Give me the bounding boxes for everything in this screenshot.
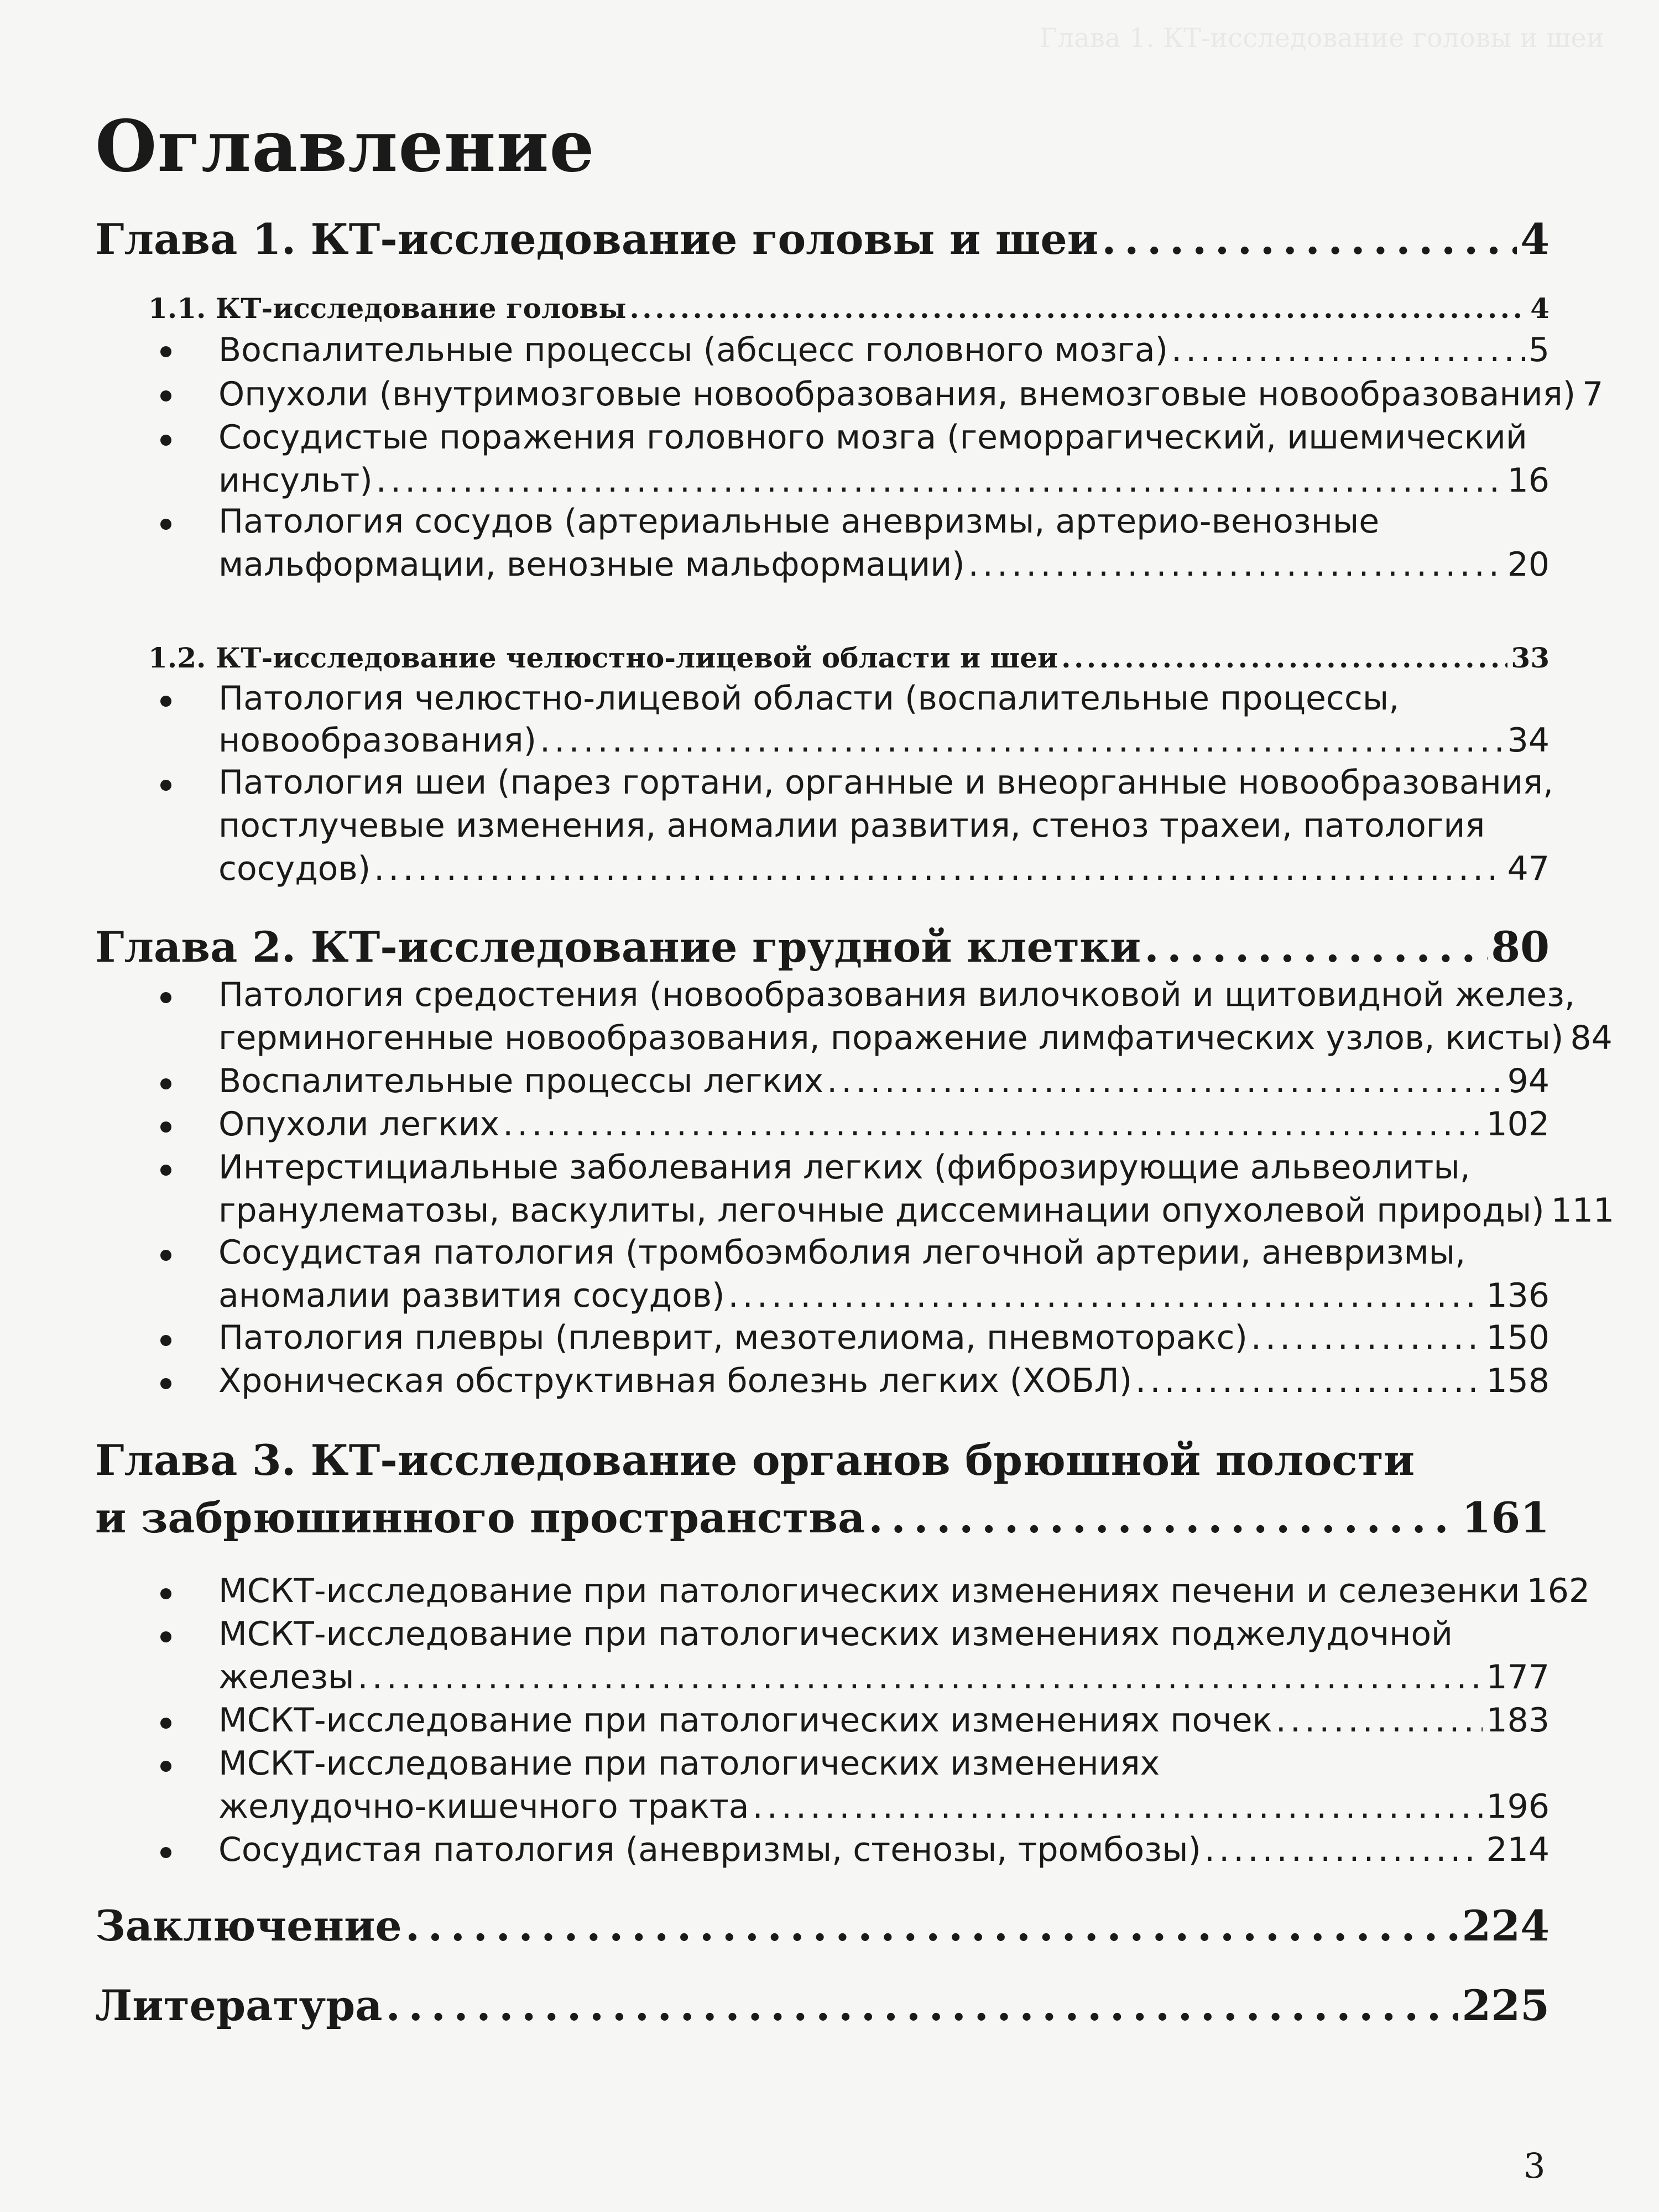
toc-entry-title: МСКТ-исследование при патологических изменениях печени и селезенки [218, 1572, 1520, 1610]
toc-item[interactable] [218, 1105, 1550, 1147]
toc-item[interactable] [218, 1276, 1550, 1318]
toc-page-number: 161 [1462, 1493, 1550, 1542]
leader-dots [868, 1493, 1458, 1542]
leader-dots [540, 721, 1504, 760]
toc-item-line: постлучевые изменения, аномалии развития, стеноз трахеи, патология [218, 806, 1485, 845]
bleed-through-header: Глава 1. КТ-исследование головы и шеи [1040, 23, 1604, 54]
toc-page-number: 5 [1528, 331, 1550, 369]
leader-dots [1061, 641, 1507, 674]
toc-section-1-2[interactable] [148, 641, 1550, 677]
bullet-icon [160, 1588, 171, 1599]
toc-entry-title: 1.2. КТ-исследование челюстно-лицевой области и шеи [148, 641, 1058, 674]
leader-dots [1204, 1830, 1483, 1869]
leader-dots [386, 1981, 1459, 2030]
leader-dots [405, 1901, 1459, 1950]
toc-page-number: 102 [1486, 1105, 1550, 1144]
bullet-icon [160, 696, 171, 707]
leader-dots [629, 292, 1527, 325]
toc-item-line: Патология сосудов (артериальные аневризмы, артерио-венозные [218, 502, 1380, 541]
leader-dots [1276, 1701, 1483, 1740]
bullet-icon [160, 1250, 171, 1261]
bullet-icon [160, 1847, 171, 1858]
leader-dots [358, 1658, 1483, 1697]
toc-section-1-1[interactable] [148, 292, 1550, 327]
toc-page-number: 4 [1520, 215, 1550, 264]
toc-page-number: 136 [1486, 1276, 1550, 1315]
toc-entry-title: Литература [95, 1981, 383, 2030]
toc-entry-title: Хроническая обструктивная болезнь легких (ХОБЛ) [218, 1361, 1133, 1400]
toc-entry-title: железы [218, 1658, 354, 1697]
toc-item-line: Интерстициальные заболевания легких (фиброзирующие альвеолиты, [218, 1148, 1470, 1187]
toc-item[interactable] [218, 1701, 1550, 1743]
toc-entry-title: Воспалительные процессы легких [218, 1062, 824, 1100]
toc-page-number: 80 [1491, 922, 1550, 972]
toc-item[interactable] [218, 461, 1550, 503]
toc-item[interactable] [218, 545, 1550, 587]
toc-item[interactable] [218, 1830, 1550, 1872]
toc-chapter-3[interactable] [95, 1493, 1550, 1543]
toc-item-line: Патология шеи (парез гортани, органные и внеорганные новообразования, [218, 763, 1554, 802]
toc-page-number: 20 [1507, 545, 1550, 584]
leader-dots [1171, 331, 1525, 369]
toc-literature[interactable] [95, 1981, 1550, 2031]
bullet-icon [160, 1335, 171, 1346]
toc-entry-title: мальформации, венозные мальформации) [218, 545, 965, 584]
toc-entry-title: Опухоли легких [218, 1105, 500, 1144]
toc-entry-title: Глава 1. КТ-исследование головы и шеи [95, 215, 1099, 264]
toc-item-line: Патология средостения (новообразования вилочковой и щитовидной желез, [218, 975, 1575, 1014]
toc-page-number: 196 [1486, 1787, 1550, 1826]
bullet-icon [160, 1078, 171, 1089]
toc-entry-title: и забрюшинного пространства [95, 1493, 865, 1542]
bullet-icon [160, 992, 171, 1003]
toc-entry-title: сосудов) [218, 849, 371, 888]
toc-chapter-3-line: Глава 3. КТ-исследование органов брюшной полости [95, 1436, 1415, 1485]
toc-item[interactable] [218, 1019, 1613, 1061]
toc-page-number: 225 [1462, 1981, 1550, 2030]
bullet-icon [160, 435, 171, 446]
leader-dots [827, 1062, 1504, 1100]
bullet-icon [160, 1378, 171, 1389]
toc-page-number: 16 [1507, 461, 1550, 500]
toc-page-number: 150 [1486, 1318, 1550, 1357]
toc-item[interactable] [218, 1191, 1615, 1233]
leader-dots [728, 1276, 1483, 1315]
toc-item-line: Сосудистая патология (тромбоэмболия легочной артерии, аневризмы, [218, 1233, 1466, 1272]
toc-entry-title: аномалии развития сосудов) [218, 1276, 725, 1315]
toc-page-number: 214 [1486, 1830, 1550, 1869]
toc-item[interactable] [218, 375, 1604, 417]
toc-page-number: 7 [1582, 375, 1604, 414]
toc-entry-title: Глава 2. КТ-исследование грудной клетки [95, 922, 1141, 972]
toc-item[interactable] [218, 1787, 1550, 1829]
toc-entry-title: МСКТ-исследование при патологических изменениях почек [218, 1701, 1272, 1740]
toc-entry-title: Сосудистая патология (аневризмы, стенозы, тромбозы) [218, 1830, 1201, 1869]
toc-item[interactable] [218, 849, 1550, 891]
toc-page-number: 4 [1530, 292, 1550, 325]
toc-page-number: 111 [1551, 1191, 1615, 1230]
toc-item[interactable] [218, 1658, 1550, 1700]
page-number: 3 [1524, 2146, 1546, 2186]
leader-dots [374, 849, 1504, 888]
bullet-icon [160, 1165, 171, 1176]
toc-item[interactable] [218, 1361, 1550, 1404]
bullet-icon [160, 1761, 171, 1772]
leader-dots [1251, 1318, 1483, 1357]
toc-entry-title: Патология плевры (плеврит, мезотелиома, пневмоторакс) [218, 1318, 1248, 1357]
toc-item[interactable] [218, 721, 1550, 763]
toc-item[interactable] [218, 1062, 1550, 1104]
toc-entry-title: Опухоли (внутримозговые новообразования, внемозговые новообразования) [218, 375, 1576, 414]
bullet-icon [160, 780, 171, 791]
toc-page-number: 47 [1507, 849, 1550, 888]
toc-entry-title: желудочно-кишечного тракта [218, 1787, 749, 1826]
toc-item[interactable] [218, 1572, 1590, 1614]
toc-page-number: 34 [1507, 721, 1550, 760]
toc-page-number: 177 [1486, 1658, 1550, 1697]
toc-chapter-1[interactable] [95, 215, 1550, 264]
leader-dots [1135, 1361, 1483, 1400]
bullet-icon [160, 346, 171, 357]
toc-page-number: 224 [1462, 1901, 1550, 1950]
leader-dots [968, 545, 1504, 584]
toc-chapter-2[interactable] [95, 922, 1550, 972]
toc-page-number: 33 [1511, 641, 1550, 674]
toc-entry-title: Воспалительные процессы (абсцесс головного мозга) [218, 331, 1168, 369]
toc-page-number: 94 [1507, 1062, 1550, 1100]
bullet-icon [160, 1121, 171, 1133]
bullet-icon [160, 519, 171, 530]
toc-conclusion[interactable] [95, 1901, 1550, 1951]
bullet-icon [160, 1631, 171, 1642]
page-title: Оглавление [95, 105, 595, 188]
toc-page-number: 183 [1486, 1701, 1550, 1740]
leader-dots [1102, 215, 1517, 264]
leader-dots [376, 461, 1504, 500]
toc-item[interactable] [218, 331, 1550, 373]
leader-dots [753, 1787, 1483, 1826]
toc-entry-title: 1.1. КТ-исследование головы [148, 292, 627, 325]
toc-page-number: 84 [1570, 1019, 1613, 1057]
toc-page-number: 158 [1486, 1361, 1550, 1400]
toc-entry-title: инсульт) [218, 461, 373, 500]
bullet-icon [160, 1718, 171, 1729]
toc-entry-title: Заключение [95, 1901, 402, 1950]
toc-item-line: Сосудистые поражения головного мозга (геморрагический, ишемический [218, 418, 1527, 457]
leader-dots [503, 1105, 1483, 1144]
toc-item[interactable] [218, 1318, 1550, 1360]
toc-item-line: МСКТ-исследование при патологических изменениях поджелудочной [218, 1615, 1453, 1653]
toc-item-line: МСКТ-исследование при патологических изменениях [218, 1744, 1160, 1783]
toc-entry-title: герминогенные новообразования, поражение лимфатических узлов, кисты) [218, 1019, 1564, 1057]
toc-page-number: 162 [1526, 1572, 1590, 1610]
toc-entry-title: гранулематозы, васкулиты, легочные диссеминации опухолевой природы) [218, 1191, 1545, 1230]
bullet-icon [160, 390, 171, 401]
leader-dots [1144, 922, 1488, 972]
toc-entry-title: новообразования) [218, 721, 537, 760]
toc-item-line: Патология челюстно-лицевой области (воспалительные процессы, [218, 679, 1400, 718]
